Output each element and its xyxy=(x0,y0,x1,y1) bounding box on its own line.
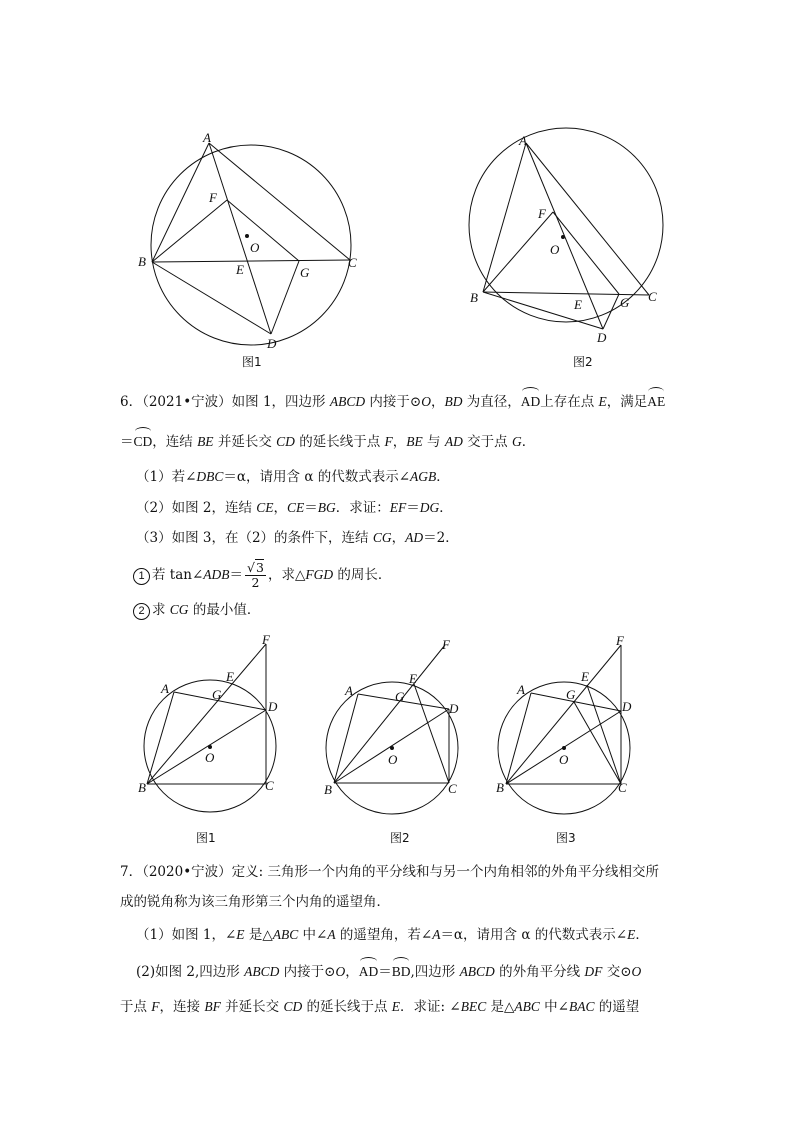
figure-caption: 图1 xyxy=(196,831,216,845)
math: A xyxy=(327,927,336,942)
center-dot xyxy=(245,234,249,238)
problem-number: 7． xyxy=(120,864,143,880)
math: DF xyxy=(584,964,603,979)
arc-ad: AD xyxy=(521,392,541,412)
math: O xyxy=(421,394,431,409)
math: A xyxy=(432,927,441,942)
label-G: G xyxy=(300,265,310,280)
mid-figure-1 xyxy=(134,632,294,852)
problem-number: 6． xyxy=(120,394,143,410)
mid-figure-2-diagram xyxy=(318,632,478,852)
problem7-question1 xyxy=(136,925,649,945)
arc-bd: BD xyxy=(392,962,411,982)
math: F xyxy=(384,434,393,449)
math: BEC xyxy=(460,999,487,1014)
problem6-line1 xyxy=(120,392,665,412)
text: 定义: 三角形一个内角的平分线和与另一个内角相邻的外角平分线相交所 xyxy=(231,864,660,880)
text: ．求证： xyxy=(335,500,390,516)
label-B: B xyxy=(138,254,146,269)
problem7-line3 xyxy=(120,997,639,1017)
math: O xyxy=(335,964,346,979)
mid-figure-2 xyxy=(318,632,478,852)
circled-number: 2 xyxy=(133,603,150,620)
math: F xyxy=(151,999,160,1014)
label-C: C xyxy=(265,778,274,793)
label-D: D xyxy=(597,330,607,345)
text: (2)如图 2,四边形 xyxy=(136,964,245,980)
text: ，连结 xyxy=(152,434,198,450)
label-C: C xyxy=(648,289,657,304)
text: 的延长线于点 xyxy=(302,999,392,1015)
math: FGD xyxy=(305,567,334,582)
text: ． xyxy=(436,469,450,485)
problem6-question3 xyxy=(136,528,459,548)
problem-source: （2021•宁波） xyxy=(142,394,232,410)
text: 求 xyxy=(152,602,170,618)
top-figure-2-diagram xyxy=(455,128,695,378)
math: O xyxy=(631,964,642,979)
math: AGB xyxy=(410,469,437,484)
problem7-line1 xyxy=(120,862,659,882)
math: E xyxy=(236,927,245,942)
text: 内接于⊙ xyxy=(365,394,422,410)
figure-caption: 图1 xyxy=(242,355,262,369)
problem6-sub1 xyxy=(133,560,391,590)
label-F: F xyxy=(616,633,624,648)
text: 是△ xyxy=(244,927,273,943)
text: 若 tan∠ xyxy=(152,567,204,583)
label-F: F xyxy=(538,206,546,221)
text: ＝ xyxy=(378,964,392,980)
text: ，满足 xyxy=(606,394,648,410)
text: ,四边形 xyxy=(410,964,460,980)
text: ． xyxy=(439,500,453,516)
text: 于点 xyxy=(120,999,152,1015)
text: 成的锐角称为该三角形第三个内角的遥望角． xyxy=(120,894,390,910)
label-A: A xyxy=(203,130,211,145)
math: BAC xyxy=(569,999,595,1014)
label-E: E xyxy=(409,671,417,686)
text: ＝2． xyxy=(423,530,459,546)
text: 的周长． xyxy=(333,567,392,583)
denominator: 2 xyxy=(251,575,260,590)
text: ， xyxy=(392,434,407,450)
text: 上存在点 xyxy=(540,394,599,410)
text: ． xyxy=(521,434,536,450)
math: BE xyxy=(406,434,423,449)
math: ABC xyxy=(272,927,299,942)
label-B: B xyxy=(138,780,146,795)
text: （3）如图 3，在（2）的条件下，连结 xyxy=(136,530,373,546)
text: 是△ xyxy=(486,999,515,1015)
text: 的延长线于点 xyxy=(294,434,385,450)
mid-figure-3 xyxy=(488,632,648,852)
label-O: O xyxy=(205,750,215,765)
mid-figure-1-diagram xyxy=(134,632,294,852)
problem7-question2 xyxy=(136,962,641,982)
label-O: O xyxy=(250,240,260,255)
label-C: C xyxy=(618,780,627,795)
top-figure-2 xyxy=(455,128,695,378)
text: ＝ xyxy=(406,500,420,516)
text: 并延长交 xyxy=(213,434,277,450)
mid-figure-3-diagram xyxy=(488,632,648,852)
center-dot xyxy=(561,235,565,239)
math: E xyxy=(627,927,636,942)
text: ＝ xyxy=(304,500,318,516)
math: CD xyxy=(283,999,303,1014)
text: 中∠ xyxy=(539,999,569,1015)
text: 如图 1，四边形 xyxy=(231,394,330,410)
text: ， xyxy=(391,530,406,546)
label-E: E xyxy=(226,669,234,684)
math: E xyxy=(391,999,401,1014)
label-O: O xyxy=(388,752,398,767)
text: ， xyxy=(430,394,445,410)
label-D: D xyxy=(449,701,459,716)
math: AD xyxy=(444,434,463,449)
label-G: G xyxy=(566,687,576,702)
math: CG xyxy=(372,530,392,545)
math: CE xyxy=(256,500,274,515)
math: ADB xyxy=(203,567,230,582)
math: BF xyxy=(204,999,221,1014)
text: ＝ xyxy=(229,567,244,583)
problem6-line2 xyxy=(120,432,535,452)
problem6-question1 xyxy=(136,467,450,487)
label-A: A xyxy=(519,133,527,148)
math: BE xyxy=(197,434,214,449)
label-F: F xyxy=(209,190,217,205)
problem6-sub2 xyxy=(133,600,260,620)
text: 交⊙ xyxy=(602,964,632,980)
text: 为直径， xyxy=(462,394,521,410)
text: ，连接 xyxy=(159,999,205,1015)
label-E: E xyxy=(581,669,589,684)
math: ABCD xyxy=(329,394,366,409)
label-D: D xyxy=(267,336,277,351)
math: BG xyxy=(317,500,336,515)
label-D: D xyxy=(622,699,632,714)
math: CE xyxy=(287,500,305,515)
text: （1）如图 1，∠ xyxy=(136,927,237,943)
problem7-line2 xyxy=(120,892,390,912)
text: （2）如图 2，连结 xyxy=(136,500,257,516)
math: BD xyxy=(444,394,463,409)
math: G xyxy=(511,434,522,449)
figure-caption: 图2 xyxy=(573,355,593,369)
text: ．求证: ∠ xyxy=(400,999,461,1015)
label-O: O xyxy=(559,752,569,767)
text: （1）若∠ xyxy=(136,469,197,485)
text: ＝α，请用含 α 的代数式表示∠ xyxy=(440,927,628,943)
text: 内接于⊙ xyxy=(279,964,336,980)
label-F: F xyxy=(442,637,450,652)
numerator: √3 xyxy=(247,560,264,575)
math: CD xyxy=(276,434,295,449)
text: 中∠ xyxy=(298,927,328,943)
math: ABC xyxy=(514,999,540,1014)
radicand: 3 xyxy=(256,560,264,575)
math: AD xyxy=(405,530,424,545)
text: 的最小值． xyxy=(188,602,261,618)
math: DG xyxy=(419,500,440,515)
figure-caption: 图3 xyxy=(556,831,576,845)
label-E: E xyxy=(236,262,244,277)
math: ABCD xyxy=(459,964,495,979)
label-B: B xyxy=(496,780,504,795)
arc-ae: AE xyxy=(647,392,665,412)
problem-source: （2020•宁波） xyxy=(142,864,232,880)
arc-ad: AD xyxy=(359,962,379,982)
fraction xyxy=(245,561,266,590)
top-figure-1 xyxy=(130,128,370,378)
label-F: F xyxy=(262,632,270,647)
math: CG xyxy=(169,602,189,617)
label-G: G xyxy=(620,295,630,310)
circle-o xyxy=(469,128,663,322)
text: 的外角平分线 xyxy=(494,964,585,980)
text: ， xyxy=(345,964,359,980)
text: 的遥望 xyxy=(594,999,640,1015)
circled-number: 1 xyxy=(133,568,150,585)
math: ABCD xyxy=(244,964,280,979)
math: DBC xyxy=(196,469,224,484)
label-C: C xyxy=(348,255,357,270)
label-G: G xyxy=(395,689,405,704)
text: 的遥望角，若∠ xyxy=(335,927,433,943)
label-D: D xyxy=(268,699,278,714)
arc-cd: CD xyxy=(134,432,153,452)
text: 交于点 xyxy=(462,434,512,450)
text: ， xyxy=(273,500,288,516)
text: ＝ xyxy=(120,434,134,450)
text: ． xyxy=(635,927,649,943)
math: E xyxy=(598,394,607,409)
label-A: A xyxy=(161,681,169,696)
label-E: E xyxy=(574,297,582,312)
label-A: A xyxy=(517,682,525,697)
label-A: A xyxy=(345,683,353,698)
text: ，求△ xyxy=(267,567,306,583)
label-B: B xyxy=(470,290,478,305)
math: EF xyxy=(389,500,407,515)
text: 与 xyxy=(422,434,445,450)
label-O: O xyxy=(550,242,560,257)
figure-caption: 图2 xyxy=(390,831,410,845)
label-C: C xyxy=(448,781,457,796)
problem6-question2 xyxy=(136,498,453,518)
label-G: G xyxy=(212,687,222,702)
text: ＝α，请用含 α 的代数式表示∠ xyxy=(223,469,411,485)
text: 并延长交 xyxy=(220,999,284,1015)
top-figure-1-diagram xyxy=(130,128,370,378)
label-B: B xyxy=(324,782,332,797)
